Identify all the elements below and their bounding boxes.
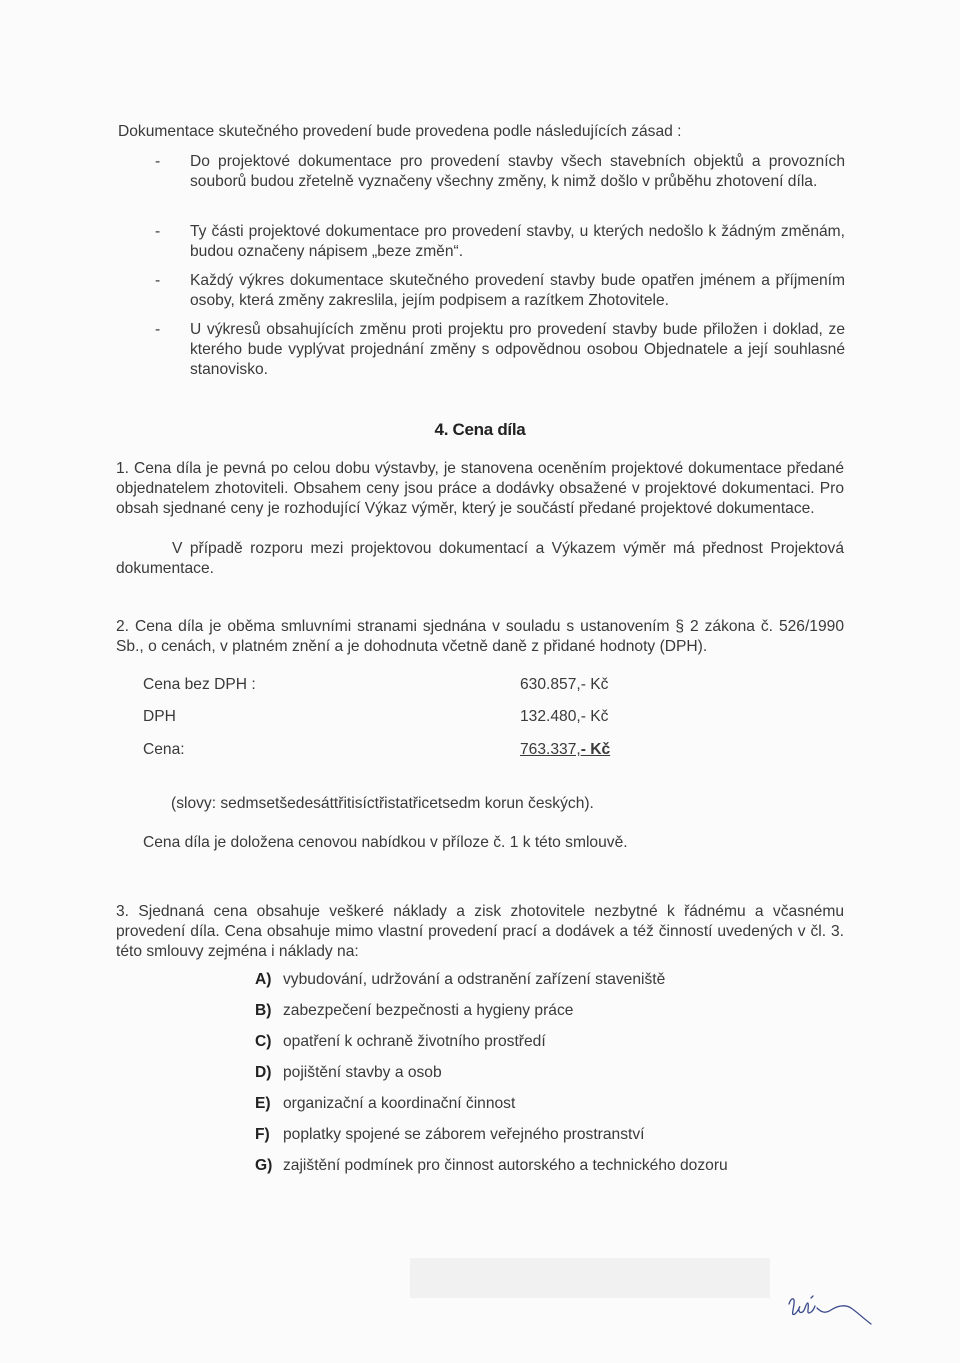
price-label-total: Cena: <box>143 741 185 758</box>
bullet-dash: - <box>155 223 161 240</box>
bullet-item <box>155 152 845 192</box>
section1-paragraph: 1. Cena díla je pevná po celou dobu výstavby, je stanovena oceněním projektové dokumentace předané objednatelem zhotoviteli. Obsahem ceny jsou práce a dodávky obsažené v projektové dokumentaci. Pro obsah sjednané ceny je rozhodující Výkaz výměr, který je součástí předané projektové dokumentace. <box>116 460 844 517</box>
price-note: Cena díla je doložena cenovou nabídkou v příloze č. 1 k této smlouvě. <box>143 834 628 851</box>
bullet-item <box>155 222 845 262</box>
list-item-letter: A) <box>255 971 272 988</box>
list-item-text: zabezpečení bezpečnosti a hygieny práce <box>283 1002 574 1019</box>
list-item-text: zajištění podmínek pro činnost autorského a technického dozoru <box>283 1157 728 1174</box>
price-value-total <box>520 741 610 759</box>
bullet-dash: - <box>155 272 161 289</box>
list-item-letter: D) <box>255 1064 272 1081</box>
list-item-text: vybudování, udržování a odstranění zařízení staveniště <box>283 971 666 988</box>
list-item <box>255 1002 573 1020</box>
list-item <box>255 1064 442 1082</box>
signature-icon <box>785 1290 875 1330</box>
bullet-text: U výkresů obsahujících změnu proti projektu pro provedení stavby bude přiložen i doklad, ze kterého bude vyplývat projednání změny s odpovědnou osobou Objednatele a její souhlasné stanovisko. <box>190 321 845 378</box>
price-value-without-vat: 630.857,- Kč <box>520 676 609 693</box>
list-item-letter: G) <box>255 1157 273 1174</box>
intro-text: Dokumentace skutečného provedení bude provedena podle následujících zásad : <box>118 123 682 140</box>
bullet-text: Každý výkres dokumentace skutečného provedení stavby bude opatřen jménem a příjmením osoby, která změny zakreslila, jejím podpisem a razítkem Zhotovitele. <box>190 272 845 309</box>
section1-paragraph-2: V případě rozporu mezi projektovou dokumentací a Výkazem výměr má přednost Projektová dokumentace. <box>116 540 844 577</box>
list-item-letter: B) <box>255 1002 272 1019</box>
price-in-words: (slovy: sedmsetšedesáttřitisíctřistatřicetsedm korun českých). <box>171 795 594 812</box>
list-item-text: poplatky spojené se záborem veřejného prostranství <box>283 1126 645 1143</box>
list-item-text: pojištění stavby a osob <box>283 1064 442 1081</box>
bullet-text: Do projektové dokumentace pro provedení stavby všech stavebních objektů a provozních souborů budou zřetelně vyznačeny všechny změny, k nimž došlo v průběhu zhotovení díla. <box>190 153 845 190</box>
list-item <box>255 1033 546 1051</box>
section3-paragraph: 3. Sjednaná cena obsahuje veškeré náklady a zisk zhotovitele nezbytné k řádnému a včasnému provedení díla. Cena obsahuje mimo vlastní provedení prací a dodávek a též činností uvedených v čl. 3. této smlouvy zejména i náklady na: <box>116 903 844 960</box>
faint-bleed-through <box>410 1258 770 1298</box>
bullet-item <box>155 271 845 311</box>
bullet-item <box>155 320 845 380</box>
list-item-letter: E) <box>255 1095 271 1112</box>
price-label-vat: DPH <box>143 708 176 725</box>
price-total-number: 763.337, <box>520 741 581 758</box>
bullet-text: Ty části projektové dokumentace pro provedení stavby, u kterých nedošlo k žádným změnám, budou označeny nápisem „beze změn“. <box>190 223 845 260</box>
list-item <box>255 971 665 989</box>
bullet-dash: - <box>155 153 161 170</box>
list-item-text: opatření k ochraně životního prostředí <box>283 1033 546 1050</box>
price-value-vat: 132.480,- Kč <box>520 708 609 725</box>
list-item-letter: C) <box>255 1033 272 1050</box>
list-item <box>255 1126 644 1144</box>
list-item-text: organizační a koordinační činnost <box>283 1095 516 1112</box>
price-label-without-vat: Cena bez DPH : <box>143 676 256 693</box>
price-total-currency: - Kč <box>580 741 611 758</box>
section2-paragraph: 2. Cena díla je oběma smluvními stranami sjednána v souladu s ustanovením § 2 zákona č. 526/1990 Sb., o cenách, v platném znění a je dohodnuta včetně daně z přidané hodnoty (DPH). <box>116 618 844 655</box>
list-item <box>255 1095 515 1113</box>
list-item-letter: F) <box>255 1126 270 1143</box>
bullet-dash: - <box>155 321 161 338</box>
list-item <box>255 1157 728 1175</box>
section-heading: 4. Cena díla <box>434 420 526 439</box>
